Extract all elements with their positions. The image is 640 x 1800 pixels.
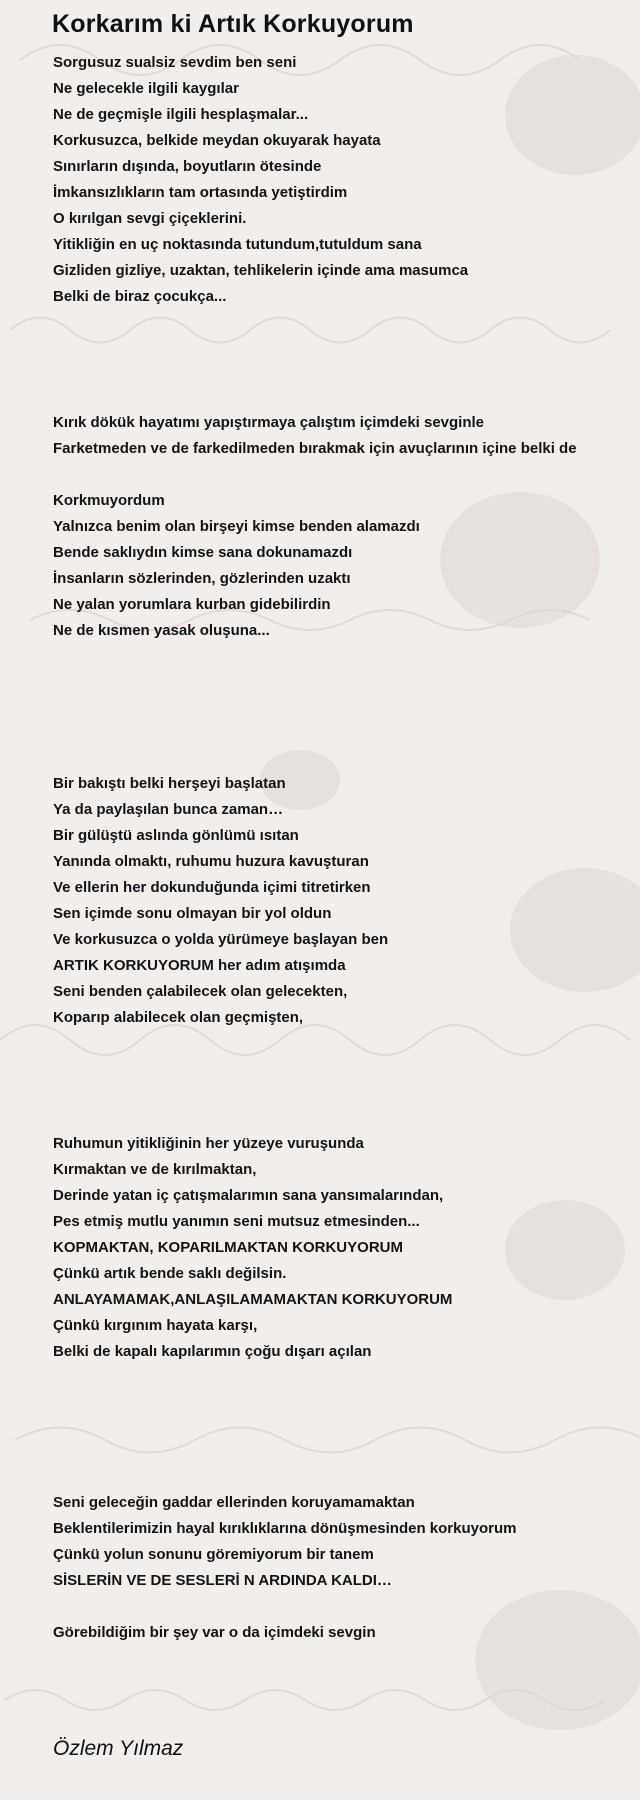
poem-line: Bir bakıştı belki herşeyi başlatan [53,775,286,792]
poem-line: Farketmeden ve de farkedilmeden bırakmak için avuçlarının içine belki de [53,440,577,457]
poem-line: Seni benden çalabilecek olan gelecekten, [53,983,348,1000]
poem-line: Görebildiğim bir şey var o da içimdeki sevgin [53,1624,376,1641]
stanza-2 [53,410,633,644]
poem-line: Çünkü yolun sonunu göremiyorum bir tanem [53,1546,374,1563]
poem-line: Yalnızca benim olan birşeyi kimse benden alamazdı [53,518,420,535]
stanza-3 [53,771,633,1031]
poem-line: Korkusuzca, belkide meydan okuyarak hayata [53,132,381,149]
poem-author: Özlem Yılmaz [53,1737,184,1760]
poem-line: Seni geleceğin gaddar ellerinden koruyamamaktan [53,1494,415,1511]
poem-line: Ne gelecekle ilgili kaygılar [53,80,239,97]
blank-line [53,1594,633,1620]
poem-line: Gizliden gizliye, uzaktan, tehlikelerin içinde ama masumca [53,262,469,279]
poem-line: Sen içimde sonu olmayan bir yol oldun [53,905,332,922]
poem-line: İmkansızlıkların tam ortasında yetiştirdim [53,184,348,201]
poem-line: Ne de geçmişle ilgili hesplaşmalar... [53,106,309,123]
poem-line: Kırık dökük hayatımı yapıştırmaya çalıştım içimdeki sevginle [53,414,485,431]
poem-line: Ruhumun yitikliğinin her yüzeye vuruşunda [53,1135,364,1152]
poem-line: Ve ellerin her dokunduğunda içimi titretirken [53,879,371,896]
poem-title: Korkarım ki Artık Korkuyorum [52,10,414,38]
poem-line: Belki de biraz çocukça... [53,288,227,305]
poem-line: İnsanların sözlerinden, gözlerinden uzaktı [53,570,351,587]
stanza-4 [53,1131,633,1365]
poem-line: Yitikliğin en uç noktasında tutundum,tutuldum sana [53,236,422,253]
poem-line: Ya da paylaşılan bunca zaman… [53,801,284,818]
poem-line: Pes etmiş mutlu yanımın seni mutsuz etmesinden... [53,1213,420,1230]
poem-line: Ne yalan yorumlara kurban gidebilirdin [53,596,331,613]
poem-line: Belki de kapalı kapılarımın çoğu dışarı açılan [53,1343,372,1360]
poem-line: ANLAYAMAMAK,ANLAŞILAMAMAKTAN KORKUYORUM [53,1291,453,1308]
poem-line: Korkmuyordum [53,492,165,509]
poem-line: Yanında olmaktı, ruhumu huzura kavuşturan [53,853,369,870]
poem-line: Bende saklıydın kimse sana dokunamazdı [53,544,353,561]
poem-line: Koparıp alabilecek olan geçmişten, [53,1009,304,1026]
poem-line: Ve korkusuzca o yolda yürümeye başlayan ben [53,931,389,948]
stanza-5 [53,1490,633,1646]
poem-line: KOPMAKTAN, KOPARILMAKTAN KORKUYORUM [53,1239,403,1256]
poem-line: Bir gülüştü aslında gönlümü ısıtan [53,827,299,844]
poem-line: Çünkü kırgınım hayata karşı, [53,1317,258,1334]
poem-line: Kırmaktan ve de kırılmaktan, [53,1161,257,1178]
poem-line: O kırılgan sevgi çiçeklerini. [53,210,247,227]
stanza-1 [53,50,633,310]
blank-line [53,462,633,488]
poem-line: Sınırların dışında, boyutların ötesinde [53,158,322,175]
poem-line: Sorgusuz sualsiz sevdim ben seni [53,54,297,71]
poem-line: ARTIK KORKUYORUM her adım atışımda [53,957,346,974]
poem-line: Derinde yatan iç çatışmalarımın sana yansımalarından, [53,1187,444,1204]
poem-line: Çünkü artık bende saklı değilsin. [53,1265,287,1282]
poem-line: SİSLERİN VE DE SESLERİ N ARDINDA KALDI… [53,1572,392,1589]
poem-line: Ne de kısmen yasak oluşuna... [53,622,270,639]
poem-line: Beklentilerimizin hayal kırıklıklarına dönüşmesinden korkuyorum [53,1520,517,1537]
